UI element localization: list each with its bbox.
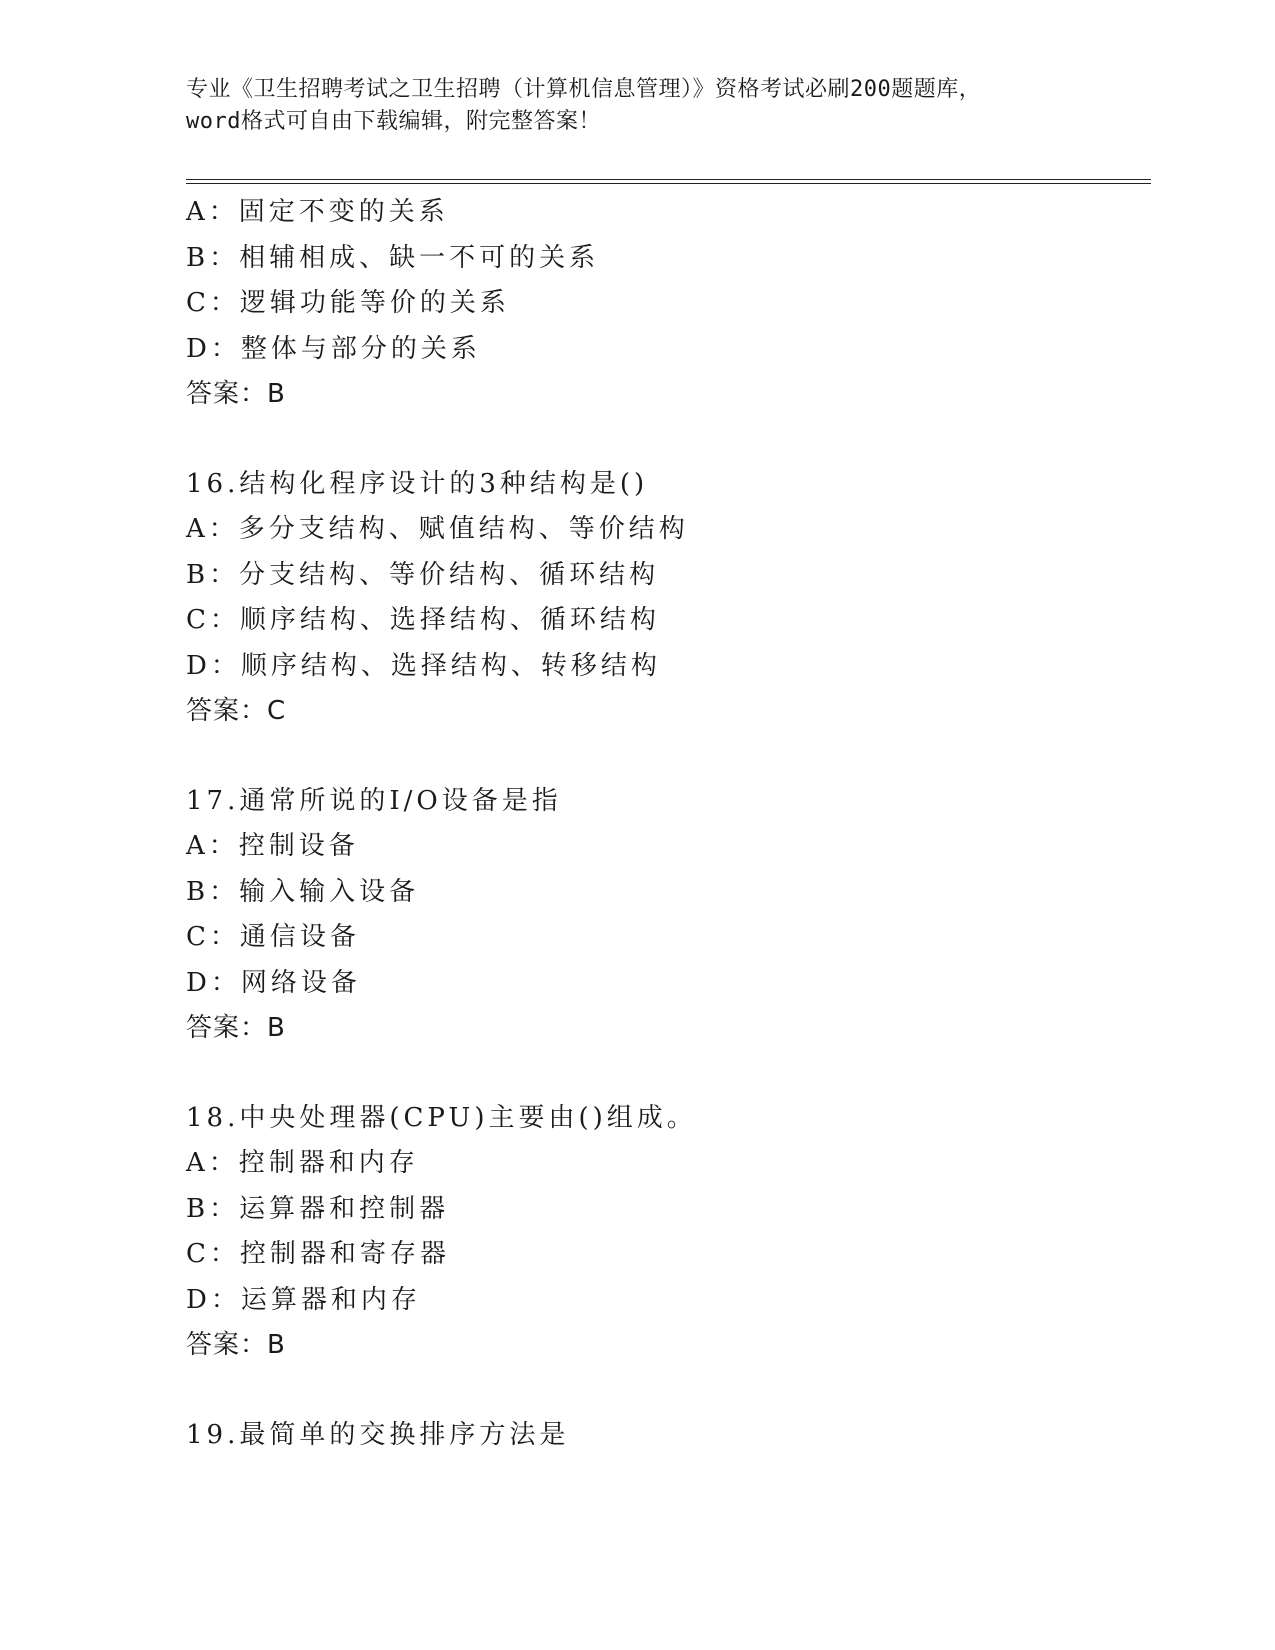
option-a: A：固定不变的关系 bbox=[186, 197, 449, 227]
question-block-15 bbox=[186, 190, 1146, 418]
option-b: B：输入输入设备 bbox=[186, 876, 420, 907]
header-title-line-1: 专业《卫生招聘考试之卫生招聘（计算机信息管理）》资格考试必刷200题题库， bbox=[186, 77, 982, 102]
answer-line: 答案：B bbox=[186, 379, 286, 409]
option-a: A：控制器和内存 bbox=[186, 1148, 419, 1178]
option-b: B：分支结构、等价结构、循环结构 bbox=[186, 559, 660, 590]
question-text: 17.通常所说的I/O设备是指 bbox=[186, 785, 562, 816]
option-d: D：网络设备 bbox=[186, 967, 361, 998]
option-d: D：顺序结构、选择结构、转移结构 bbox=[186, 650, 661, 681]
document-header bbox=[186, 74, 1086, 138]
option-a: A：控制设备 bbox=[186, 831, 359, 861]
option-c: C：顺序结构、选择结构、循环结构 bbox=[186, 605, 660, 635]
option-b: B：相辅相成、缺一不可的关系 bbox=[186, 242, 600, 273]
answer-line: 答案：B bbox=[186, 1330, 286, 1360]
question-text: 19.最简单的交换排序方法是 bbox=[186, 1419, 570, 1450]
question-text: 18.中央处理器(CPU)主要由()组成。 bbox=[186, 1102, 697, 1133]
question-list bbox=[186, 190, 1146, 1458]
option-a: A：多分支结构、赋值结构、等价结构 bbox=[186, 514, 689, 544]
header-title-line-2: word格式可自由下载编辑，附完整答案！ bbox=[186, 109, 601, 134]
header-divider-top bbox=[186, 179, 1151, 180]
option-b: B：运算器和控制器 bbox=[186, 1193, 450, 1224]
answer-line: 答案：C bbox=[186, 696, 287, 726]
question-text: 16.结构化程序设计的3种结构是() bbox=[186, 468, 649, 499]
option-d: D：整体与部分的关系 bbox=[186, 333, 481, 364]
option-d: D：运算器和内存 bbox=[186, 1284, 421, 1315]
question-block-18 bbox=[186, 1096, 1146, 1369]
header-divider-bottom bbox=[186, 183, 1151, 184]
option-c: C：控制器和寄存器 bbox=[186, 1239, 450, 1269]
answer-line: 答案：B bbox=[186, 1013, 286, 1043]
option-c: C：通信设备 bbox=[186, 922, 360, 952]
option-c: C：逻辑功能等价的关系 bbox=[186, 288, 510, 318]
question-block-19 bbox=[186, 1413, 1146, 1459]
question-block-17 bbox=[186, 779, 1146, 1052]
question-block-16 bbox=[186, 462, 1146, 735]
